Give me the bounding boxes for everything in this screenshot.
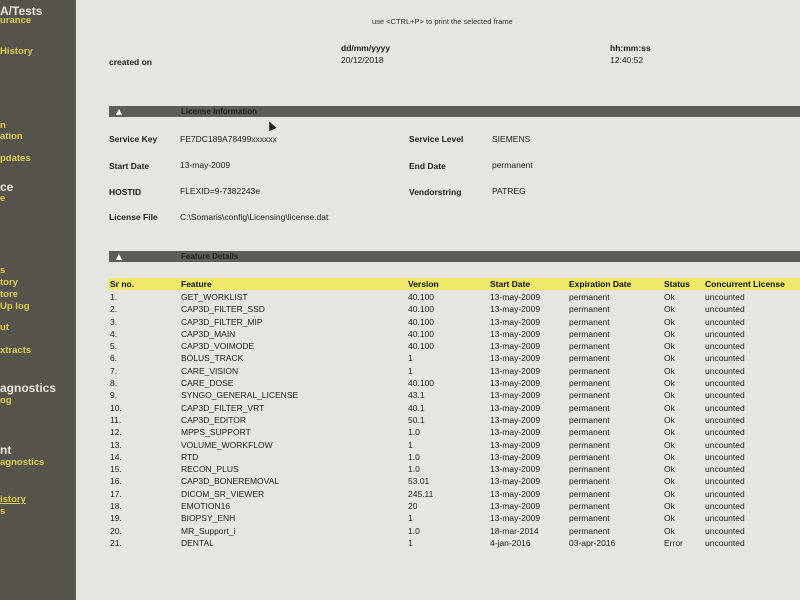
table-row — [108, 451, 800, 463]
table-cell: 3. — [110, 316, 118, 327]
table-cell: 13-may-2009 — [490, 304, 541, 315]
table-cell: 14. — [110, 451, 122, 462]
table-row — [108, 463, 800, 475]
table-cell: 1.0 — [408, 525, 420, 536]
sidebar-item[interactable]: tory — [0, 277, 18, 288]
table-cell: uncounted — [705, 427, 745, 438]
table-cell: Ok — [664, 451, 675, 462]
table-cell: uncounted — [705, 292, 745, 302]
sidebar-item[interactable]: ce — [0, 180, 14, 194]
table-row — [108, 414, 800, 426]
license-file-value: C:\Somaris\config\Licensing\license.dat — [180, 212, 329, 222]
table-cell: CAP3D_VOIMODE — [181, 341, 255, 352]
feature-details-title: Feature Details — [181, 252, 239, 261]
table-cell: 4. — [110, 328, 118, 339]
table-cell: DENTAL — [181, 537, 214, 548]
hostid-value: FLEXID=9-7382243e — [180, 186, 261, 196]
column-header: Feature — [181, 279, 212, 289]
table-cell: 15. — [110, 464, 122, 475]
table-cell: 13-may-2009 — [490, 390, 541, 401]
table-row — [108, 352, 800, 364]
table-cell: permanent — [569, 451, 610, 462]
table-cell: 40.1 — [408, 402, 425, 413]
table-cell: permanent — [569, 525, 610, 536]
sidebar-item[interactable]: Up log — [0, 301, 30, 312]
table-cell: BIOPSY_ENH — [181, 513, 236, 524]
table-row — [108, 525, 800, 537]
table-cell: permanent — [569, 501, 610, 512]
table-cell: Ok — [664, 328, 675, 339]
table-cell: 1 — [408, 513, 413, 524]
table-cell: 245.11 — [408, 488, 434, 499]
service-key-value: FE7DC189A78499xxxxxx — [180, 134, 277, 144]
table-cell: 8. — [110, 378, 118, 389]
sidebar-item[interactable]: s — [0, 506, 6, 517]
table-cell: 9. — [110, 390, 118, 401]
table-cell: EMOTION16 — [181, 501, 231, 512]
sidebar-nav — [0, 0, 74, 600]
license-info-header-bar[interactable] — [109, 106, 800, 117]
table-cell: permanent — [569, 341, 610, 352]
table-cell: uncounted — [705, 390, 745, 401]
table-cell: 50.1 — [408, 414, 425, 425]
table-cell: uncounted — [705, 365, 745, 376]
table-cell: 13-may-2009 — [490, 513, 541, 524]
start-date-label: Start Date — [109, 161, 150, 171]
table-cell: permanent — [569, 353, 610, 364]
table-cell: 13-may-2009 — [490, 414, 541, 425]
feature-details-header-bar[interactable] — [109, 251, 800, 262]
column-header: Status — [664, 279, 690, 289]
table-cell: DICOM_SR_VIEWER — [181, 488, 265, 499]
license-info-title: License Information — [181, 107, 258, 116]
table-row — [108, 475, 800, 487]
sidebar-item[interactable]: istory — [0, 494, 26, 505]
table-cell: RTD — [181, 451, 199, 462]
table-cell: permanent — [569, 292, 610, 302]
table-cell: 20. — [110, 525, 122, 536]
table-cell: 13-may-2009 — [490, 451, 541, 462]
table-cell: permanent — [569, 365, 610, 376]
table-cell: CAP3D_FILTER_VRT — [181, 402, 265, 413]
table-cell: 1 — [408, 439, 413, 450]
table-cell: 13-may-2009 — [490, 378, 541, 389]
table-cell: 5. — [110, 341, 118, 352]
table-cell: uncounted — [705, 304, 745, 315]
table-row — [108, 389, 800, 401]
table-cell: 18. — [110, 501, 122, 512]
table-cell: uncounted — [705, 488, 745, 499]
table-row — [108, 377, 800, 389]
table-cell: 16. — [110, 476, 122, 487]
table-row — [108, 439, 800, 451]
table-cell: permanent — [569, 304, 610, 315]
table-row — [108, 291, 800, 303]
vendorstring-label: Vendorstring — [409, 187, 462, 197]
table-cell: uncounted — [705, 451, 745, 462]
table-cell: uncounted — [705, 328, 745, 339]
table-row — [108, 512, 800, 524]
table-cell: GET_WORKLIST — [181, 292, 248, 302]
table-cell: uncounted — [705, 525, 745, 536]
table-cell: BOLUS_TRACK — [181, 353, 244, 364]
sidebar-item[interactable]: pdates — [0, 153, 31, 164]
column-header: Sr no. — [110, 279, 135, 289]
table-row — [108, 426, 800, 438]
table-cell: uncounted — [705, 402, 745, 413]
table-cell: 1 — [408, 365, 413, 376]
column-header: Concurrent License — [705, 279, 785, 289]
table-row — [108, 500, 800, 512]
table-cell: 17. — [110, 488, 122, 499]
service-level-label: Service Level — [409, 134, 464, 144]
sidebar-item[interactable]: n — [0, 120, 6, 131]
table-cell: Ok — [664, 365, 675, 376]
table-cell: RECON_PLUS — [181, 464, 239, 475]
table-cell: 1.0 — [408, 427, 420, 438]
table-cell: uncounted — [705, 464, 745, 475]
date-format-label: dd/mm/yyyy — [341, 43, 391, 53]
table-cell: Ok — [664, 488, 675, 499]
table-cell: Ok — [664, 525, 675, 536]
sidebar-item[interactable]: urance — [0, 15, 32, 26]
table-cell: permanent — [569, 316, 610, 327]
table-cell: Ok — [664, 378, 675, 389]
table-cell: 2. — [110, 304, 118, 315]
table-cell: permanent — [569, 476, 610, 487]
license-file-label: License File — [109, 212, 158, 222]
table-cell: 13-may-2009 — [490, 353, 541, 364]
sidebar-item[interactable]: ation — [0, 131, 23, 142]
sidebar-item[interactable]: xtracts — [0, 345, 32, 356]
table-cell: permanent — [569, 414, 610, 425]
sidebar-item[interactable]: nt — [0, 443, 12, 457]
created-date: 20/12/2018 — [341, 55, 384, 65]
table-cell: MR_Support_i — [181, 525, 236, 536]
table-cell: Ok — [664, 476, 675, 487]
table-cell: MPPS_SUPPORT — [181, 427, 251, 438]
license-report-frame — [76, 0, 800, 600]
table-cell: 13-may-2009 — [490, 365, 541, 376]
table-cell: 40.100 — [408, 292, 434, 302]
table-cell: Ok — [664, 316, 675, 327]
created-on-label: created on — [109, 57, 152, 67]
table-row — [108, 328, 800, 340]
sidebar-item[interactable]: e — [0, 193, 6, 204]
collapse-arrow-icon[interactable]: ▲ — [115, 252, 123, 261]
feature-table-header — [108, 278, 800, 290]
table-cell: uncounted — [705, 439, 745, 450]
table-cell: 1.0 — [408, 451, 420, 462]
table-cell: 12. — [110, 427, 122, 438]
table-cell: CAP3D_BONEREMOVAL — [181, 476, 280, 487]
sidebar-item[interactable]: agnostics — [0, 457, 45, 468]
column-header: Start Date — [490, 279, 531, 289]
hostid-label: HOSTID — [109, 187, 142, 197]
table-row — [108, 402, 800, 414]
table-cell: 13. — [110, 439, 122, 450]
table-cell: 11. — [110, 414, 122, 425]
table-cell: 1 — [408, 353, 413, 364]
table-cell: Ok — [664, 402, 675, 413]
end-date-label: End Date — [409, 161, 446, 171]
table-cell: Ok — [664, 513, 675, 524]
table-cell: CARE_VISION — [181, 365, 239, 376]
sidebar-item[interactable]: s — [0, 265, 6, 276]
table-cell: permanent — [569, 378, 610, 389]
table-cell: uncounted — [705, 513, 745, 524]
table-cell: 13-may-2009 — [490, 341, 541, 352]
table-cell: 40.100 — [408, 316, 434, 327]
table-cell: uncounted — [705, 501, 745, 512]
table-cell: Ok — [664, 390, 675, 401]
table-row — [108, 537, 800, 549]
table-cell: 13-may-2009 — [490, 316, 541, 327]
table-cell: Ok — [664, 353, 675, 364]
table-cell: permanent — [569, 488, 610, 499]
table-row — [108, 316, 800, 328]
table-cell: Ok — [664, 414, 675, 425]
table-cell: 7. — [110, 365, 118, 376]
table-row — [108, 340, 800, 352]
service-level-value: SIEMENS — [492, 134, 531, 144]
table-cell: CARE_DOSE — [181, 378, 234, 389]
sidebar-item[interactable]: agnostics — [0, 381, 57, 395]
table-cell: uncounted — [705, 537, 745, 548]
table-cell: permanent — [569, 513, 610, 524]
table-cell: 40.100 — [408, 304, 434, 315]
table-cell: 6. — [110, 353, 118, 364]
service-key-label: Service Key — [109, 134, 158, 144]
print-hint: use <CTRL+P> to print the selected frame — [372, 17, 513, 26]
table-cell: 40.100 — [408, 341, 434, 352]
table-cell: 13-may-2009 — [490, 501, 541, 512]
table-cell: Ok — [664, 427, 675, 438]
table-cell: 13-may-2009 — [490, 328, 541, 339]
table-cell: 1.0 — [408, 464, 420, 475]
sidebar-item[interactable]: tore — [0, 289, 18, 300]
created-time: 12:40:52 — [610, 55, 644, 65]
sidebar-item[interactable]: A/Tests — [0, 4, 43, 18]
table-cell: permanent — [569, 439, 610, 450]
table-cell: 20 — [408, 501, 418, 512]
table-cell: 18-mar-2014 — [490, 525, 539, 536]
table-row — [108, 365, 800, 377]
table-row — [108, 303, 800, 315]
table-cell: 13-may-2009 — [490, 488, 541, 499]
table-cell: 40.100 — [408, 328, 434, 339]
table-cell: permanent — [569, 328, 610, 339]
table-row — [108, 488, 800, 500]
table-cell: 13-may-2009 — [490, 439, 541, 450]
table-cell: 43.1 — [408, 390, 425, 401]
table-cell: CAP3D_MAIN — [181, 328, 236, 339]
table-cell: Ok — [664, 341, 675, 352]
table-cell: 53.01 — [408, 476, 430, 487]
table-cell: permanent — [569, 464, 610, 475]
table-cell: permanent — [569, 402, 610, 413]
column-header: Expiration Date — [569, 279, 632, 289]
table-cell: 1 — [408, 537, 413, 548]
table-cell: Ok — [664, 464, 675, 475]
sidebar-item[interactable]: ut — [0, 322, 9, 333]
table-cell: 40.100 — [408, 378, 434, 389]
table-cell: VOLUME_WORKFLOW — [181, 439, 273, 450]
table-cell: uncounted — [705, 476, 745, 487]
table-cell: 21. — [110, 537, 122, 548]
sidebar-item[interactable]: History — [0, 46, 33, 57]
table-cell: 13-may-2009 — [490, 427, 541, 438]
start-date-value: 13-may-2009 — [180, 160, 231, 170]
table-cell: 1. — [110, 292, 118, 302]
table-cell: 03-apr-2016 — [569, 537, 616, 548]
mouse-cursor-icon — [265, 120, 276, 132]
table-cell: 19. — [110, 513, 122, 524]
table-cell: 4-jan-2016 — [490, 537, 531, 548]
feature-table-body — [108, 291, 800, 549]
table-cell: uncounted — [705, 378, 745, 389]
table-cell: CAP3D_FILTER_SSD — [181, 304, 265, 315]
column-header: Version — [408, 279, 439, 289]
table-cell: uncounted — [705, 316, 745, 327]
table-cell: 13-may-2009 — [490, 464, 541, 475]
table-cell: uncounted — [705, 341, 745, 352]
table-cell: Ok — [664, 304, 675, 315]
vendorstring-value: PATREG — [492, 186, 526, 196]
table-cell: Ok — [664, 439, 675, 450]
table-cell: Ok — [664, 292, 675, 302]
table-cell: Ok — [664, 501, 675, 512]
table-cell: uncounted — [705, 353, 745, 364]
table-cell: permanent — [569, 390, 610, 401]
table-cell: permanent — [569, 427, 610, 438]
collapse-arrow-icon[interactable]: ▲ — [115, 107, 123, 116]
time-format-label: hh:mm:ss — [610, 43, 651, 53]
table-cell: Error — [664, 537, 683, 548]
table-cell: uncounted — [705, 414, 745, 425]
table-cell: 10. — [110, 402, 122, 413]
table-cell: CAP3D_FILTER_MIP — [181, 316, 263, 327]
table-cell: 13-may-2009 — [490, 476, 541, 487]
table-cell: CAP3D_EDITOR — [181, 414, 247, 425]
end-date-value: permanent — [492, 160, 533, 170]
table-cell: 13-may-2009 — [490, 402, 541, 413]
table-cell: SYNGO_GENERAL_LICENSE — [181, 390, 299, 401]
sidebar-item[interactable]: og — [0, 395, 12, 406]
table-cell: 13-may-2009 — [490, 292, 541, 302]
